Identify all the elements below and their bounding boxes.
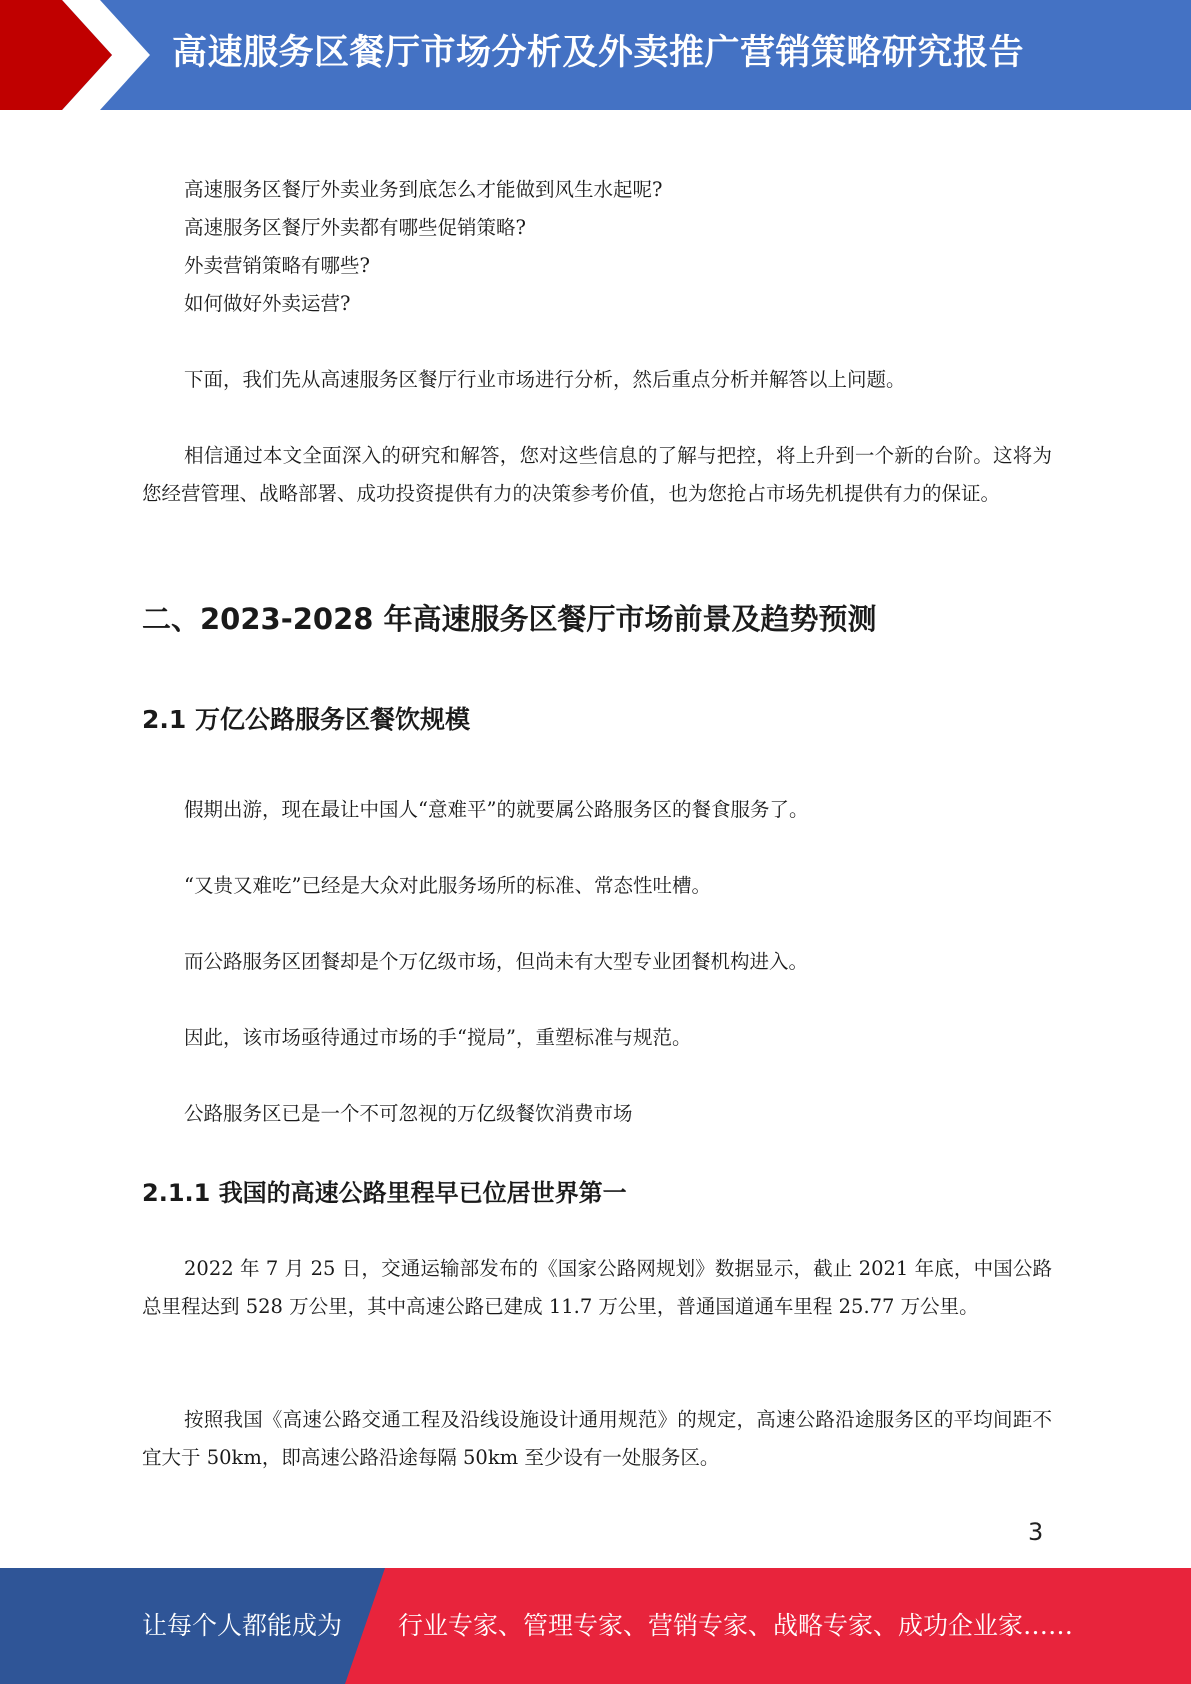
- sub1-paragraph-5: 公路服务区已是一个不可忽视的万亿级餐饮消费市场: [184, 1102, 633, 1125]
- intro-paragraph-2: 相信通过本文全面深入的研究和解答，您对这些信息的了解与把控，将上升到一个新的台阶。这将为您经营管理、战略部署、成功投资提供有力的决策参考价值，也为您抢占市场先机提供有力的保证。: [142, 444, 1052, 505]
- intro-question-3: 外卖营销策略有哪些?: [184, 254, 370, 277]
- page-footer: [0, 1568, 1191, 1684]
- footer-slogan-right: 行业专家、管理专家、营销专家、战略专家、成功企业家……: [398, 1611, 1074, 1640]
- section-heading: 二、2023-2028 年高速服务区餐厅市场前景及趋势预测: [142, 602, 877, 636]
- sub1-paragraph-1: 假期出游，现在最让中国人“意难平”的就要属公路服务区的餐食服务了。: [184, 798, 809, 821]
- sub11-paragraph-1: 2022 年 7 月 25 日，交通运输部发布的《国家公路网规划》数据显示，截止 2021 年底，中国公路总里程达到 528 万公里，其中高速公路已建成 11.7 万公里，普通国道通车里程 25.77 万公里。: [142, 1257, 1052, 1318]
- page-header: [0, 0, 1191, 110]
- subsection-heading-2-1-1: 2.1.1 我国的高速公路里程早已位居世界第一: [142, 1179, 627, 1207]
- intro-question-2: 高速服务区餐厅外卖都有哪些促销策略?: [184, 216, 526, 239]
- sub1-paragraph-3: 而公路服务区团餐却是个万亿级市场，但尚未有大型专业团餐机构进入。: [184, 950, 809, 973]
- intro-question-1: 高速服务区餐厅外卖业务到底怎么才能做到风生水起呢?: [184, 178, 663, 201]
- subsection-heading-2-1: 2.1 万亿公路服务区餐饮规模: [142, 705, 470, 734]
- sub11-paragraph-2: 按照我国《高速公路交通工程及沿线设施设计通用规范》的规定，高速公路沿途服务区的平均间距不宜大于 50km，即高速公路沿途每隔 50km 至少设有一处服务区。: [142, 1408, 1052, 1469]
- intro-paragraph-1: 下面，我们先从高速服务区餐厅行业市场进行分析，然后重点分析并解答以上问题。: [184, 368, 906, 391]
- page-number: 3: [1028, 1518, 1044, 1546]
- intro-question-4: 如何做好外卖运营?: [184, 292, 351, 315]
- sub1-paragraph-4: 因此，该市场亟待通过市场的手“搅局”，重塑标准与规范。: [184, 1026, 692, 1049]
- sub1-paragraph-2: “又贵又难吃”已经是大众对此服务场所的标准、常态性吐槽。: [184, 874, 711, 897]
- footer-slogan-left: 让每个人都能成为: [142, 1611, 343, 1640]
- header-title: 高速服务区餐厅市场分析及外卖推广营销策略研究报告: [172, 33, 1025, 73]
